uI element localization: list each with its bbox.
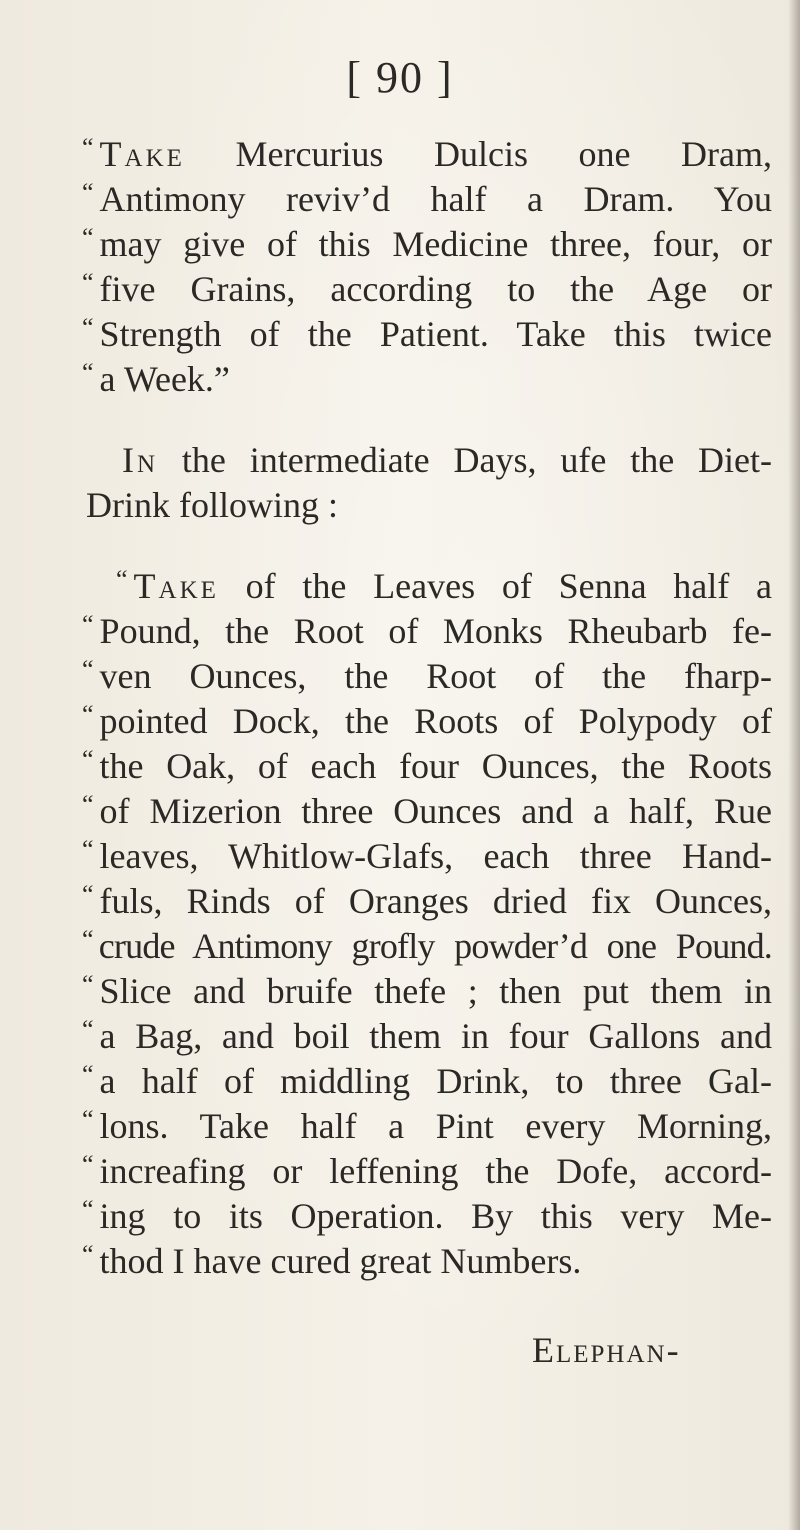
text-line	[82, 1190, 772, 1236]
page-number-header: [ 90 ]	[346, 53, 454, 102]
quote-mark: “	[82, 655, 94, 684]
quote-mark: “	[82, 1060, 94, 1089]
quote-mark: “	[82, 880, 94, 909]
quote-mark: “	[82, 1150, 94, 1179]
quote-mark: “	[82, 610, 94, 639]
line-text: a half of middling Drink, to three Gal-	[99, 1061, 772, 1101]
text-line	[82, 920, 772, 966]
quote-mark: “	[82, 925, 93, 954]
line-text: of the Leaves of Senna half a	[218, 566, 772, 606]
text-line	[82, 353, 230, 399]
line-text: pointed Dock, the Roots of Polypody of	[99, 701, 772, 741]
line-text: five Grains, according to the Age or	[99, 269, 772, 309]
catchword: Elephan-	[532, 1330, 681, 1370]
line-text: Antimony reviv’d half a Dram. You	[99, 179, 772, 219]
quote-mark: “	[82, 790, 94, 819]
line-text: a Week.”	[99, 359, 230, 399]
text-line	[82, 1100, 772, 1146]
quote-mark: “	[82, 1195, 94, 1224]
small-caps-lead: Take	[99, 134, 185, 174]
line-text: Mercurius Dulcis one Dram,	[184, 134, 772, 174]
quote-mark: “	[82, 835, 94, 864]
text-line	[82, 1010, 772, 1056]
text-line	[82, 695, 772, 741]
line-text: leaves, Whitlow-Glafs, each three Hand-	[99, 836, 772, 876]
line-text: the Oak, of each four Ounces, the Roots	[99, 746, 772, 786]
text-line	[82, 1145, 772, 1191]
text-line	[82, 1235, 581, 1281]
line-text: a Bag, and boil them in four Gallons and	[99, 1016, 772, 1056]
line-text: ven Ounces, the Root of the fharp-	[99, 656, 772, 696]
quote-mark: “	[82, 700, 94, 729]
text-line	[82, 1055, 772, 1101]
text-line	[82, 128, 772, 174]
line-text: may give of this Medicine three, four, or	[99, 224, 772, 264]
line-text: of Mizerion three Ounces and a half, Rue	[99, 791, 772, 831]
text-line	[82, 308, 772, 354]
quote-mark: “	[82, 223, 94, 252]
line-text: increafing or leffening the Dofe, accord-	[99, 1151, 772, 1191]
text-line	[122, 440, 772, 480]
text-line	[82, 650, 772, 696]
page-edge-shadow	[788, 0, 800, 1530]
quote-mark: “	[82, 178, 94, 207]
line-text: Pound, the Root of Monks Rheubarb fe-	[99, 611, 772, 651]
text-line	[82, 785, 772, 831]
line-text: the intermediate Days, ufe the Diet-	[158, 440, 772, 480]
quote-mark: “	[82, 1015, 94, 1044]
text-line	[82, 740, 772, 786]
text-line	[82, 965, 772, 1011]
line-text: Drink following :	[86, 485, 338, 525]
text-line	[86, 485, 338, 525]
quote-mark: “	[82, 358, 94, 387]
quote-mark: “	[82, 313, 94, 342]
small-caps-lead: Take	[133, 566, 219, 606]
line-text: Slice and bruife thefe ; then put them in	[99, 971, 772, 1011]
text-line	[82, 263, 772, 309]
text-line	[82, 605, 772, 651]
line-text: thod I have cured great Numbers.	[99, 1241, 582, 1281]
line-text: Strength of the Patient. Take this twice	[99, 314, 772, 354]
quote-mark: “	[116, 565, 128, 594]
line-text: ing to its Operation. By this very Me-	[99, 1196, 772, 1236]
quote-mark: “	[82, 970, 94, 999]
quote-mark: “	[82, 1240, 94, 1269]
quote-mark: “	[82, 1105, 94, 1134]
quote-mark: “	[82, 745, 94, 774]
text-line	[82, 875, 772, 921]
line-text: fuls, Rinds of Oranges dried fix Ounces,	[99, 881, 772, 921]
text-line	[82, 830, 772, 876]
text-line	[82, 173, 772, 219]
quote-mark: “	[82, 268, 94, 297]
line-text: crude Antimony grofly powder’d one Pound.	[98, 926, 772, 966]
small-caps-lead: In	[122, 440, 159, 480]
text-line	[116, 560, 772, 606]
text-line	[82, 218, 772, 264]
quote-mark: “	[82, 133, 94, 162]
line-text: lons. Take half a Pint every Morning,	[99, 1106, 772, 1146]
